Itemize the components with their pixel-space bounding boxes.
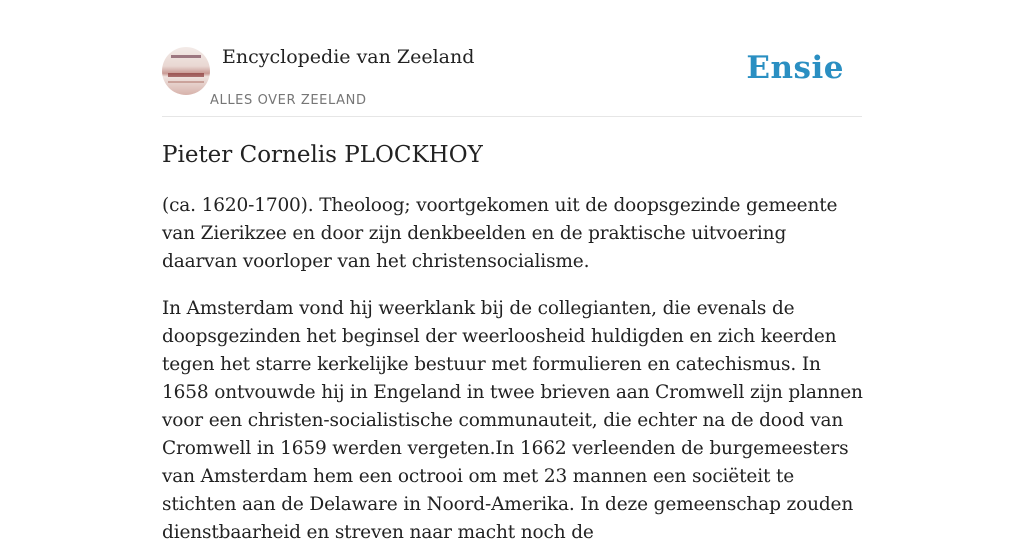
article bbox=[162, 139, 866, 547]
article-paragraph: In Amsterdam vond hij weerklank bij de collegianten, die evenals de doopsgezinden het beginsel der weerloosheid huldigden en zich keerden tegen het starre kerkelijke bestuur met formulieren en catechismus. In 1658 ontvouwde hij in Engeland in twee brieven aan Cromwell zijn plannen voor een christen-socialistische communauteit, die echter na de dood van Cromwell in 1659 werden vergeten.In 1662 verleenden de burgemeesters van Amsterdam hem een octrooi om met 23 mannen een sociëteit te stichten aan de Delaware in Noord-Amerika. In deze gemeenschap zouden dienstbaarheid en streven naar macht noch de bbox=[162, 298, 863, 543]
article-title: Pieter Cornelis PLOCKHOY bbox=[162, 142, 483, 168]
avatar-stripe bbox=[168, 73, 204, 77]
site-tagline: ALLES OVER ZEELAND bbox=[210, 93, 367, 108]
site-avatar[interactable] bbox=[162, 47, 210, 95]
site-title[interactable]: Encyclopedie van Zeeland bbox=[222, 46, 475, 68]
article-paragraph: (ca. 1620-1700). Theoloog; voortgekomen uit de doopsgezinde gemeente van Zierikzee en door zijn denkbeelden en de praktische uitvoering daarvan voorloper van het christensocialisme. bbox=[162, 195, 838, 272]
site-header bbox=[162, 0, 862, 117]
ensie-logo[interactable]: Ensie bbox=[746, 50, 844, 86]
avatar-stripe bbox=[168, 81, 204, 83]
avatar-stripe bbox=[171, 55, 201, 58]
